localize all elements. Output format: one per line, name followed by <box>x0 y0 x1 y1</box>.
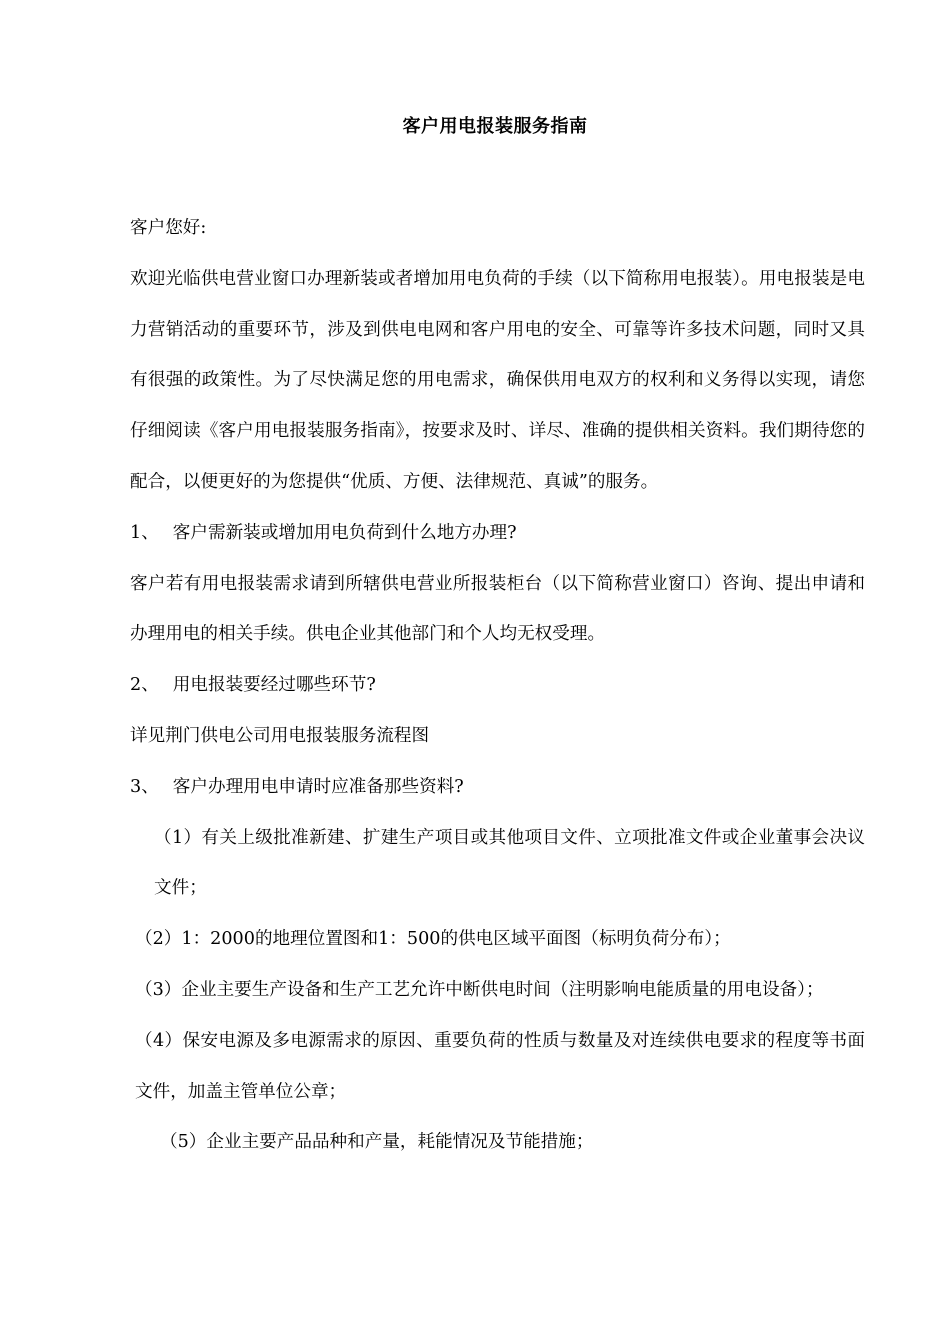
question-1-text: 客户需新装或增加用电负荷到什么地方办理? <box>172 522 517 543</box>
answer-2: 详见荆门供电公司用电报装服务流程图 <box>130 725 430 746</box>
list-item: （4）保安电源及多电源需求的原因、重要负荷的性质与数量及对连续供电要求的程度等书面文件，加盖主管单位公章； <box>135 1030 865 1102</box>
answer-1: 客户若有用电报装需求请到所辖供电营业所报装柜台（以下简称营业窗口）咨询、提出申请和办理用电的相关手续。供电企业其他部门和个人均无权受理。 <box>130 573 865 645</box>
document-body <box>130 203 865 1168</box>
question-3-text: 客户办理用电申请时应准备那些资料? <box>172 776 464 797</box>
document-title: 客户用电报装服务指南 <box>402 116 588 137</box>
question-3 <box>130 762 865 813</box>
question-2-text: 用电报装要经过哪些环节? <box>172 675 376 696</box>
question-3-number: 3、 <box>130 776 159 797</box>
intro-paragraph: 欢迎光临供电营业窗口办理新装或者增加用电负荷的手续（以下简称用电报装）。用电报装是电力营销活动的重要环节，涉及到供电电网和客户用电的安全、可靠等许多技术问题，同时又具有很强的政策性。为了尽快满足您的用电需求，确保供用电双方的权利和义务得以实现，请您仔细阅读《客户用电报装服务指南》，按要求及时、详尽、准确的提供相关资料。我们期待您的配合，以便更好的为您提供“优质、方便、法律规范、真诚”的服务。 <box>130 268 865 492</box>
question-2-number: 2、 <box>130 675 159 696</box>
question-1 <box>130 508 865 559</box>
list-item: （5）企业主要产品品种和产量，耗能情况及节能措施； <box>160 1132 594 1153</box>
list-item: （3）企业主要生产设备和生产工艺允许中断供电时间（注明影响电能质量的用电设备）； <box>135 979 824 1000</box>
question-2 <box>130 660 865 711</box>
list-item: （2）1：2000的地理位置图和1：500的供电区域平面图（标明负荷分布）； <box>135 929 731 950</box>
greeting: 客户您好: <box>130 218 207 238</box>
list-item: （1）有关上级批准新建、扩建生产项目或其他项目文件、立项批准文件或企业董事会决议文件； <box>154 827 865 899</box>
question-1-number: 1、 <box>130 522 159 543</box>
